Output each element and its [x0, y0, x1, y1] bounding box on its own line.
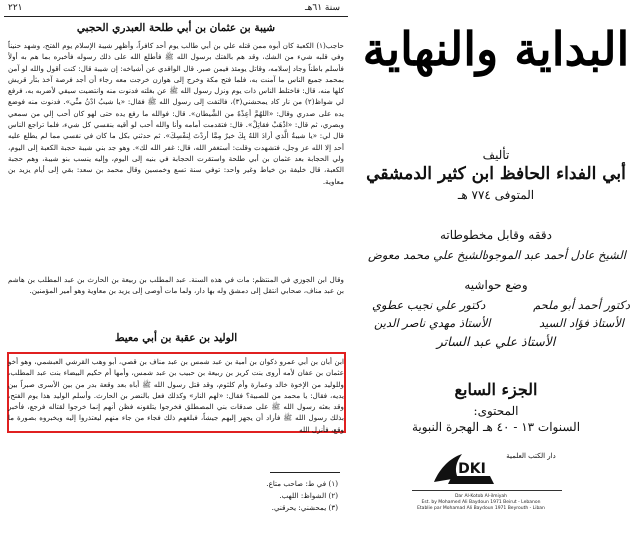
paragraph-abd-al-muttalib: وقال ابن الجوزي في المنتظم: مات في هذه السنة. عبد المطلب بن ربيعة بن الحارث بن عبد المطلب بن هاشم بن عبد مناف، صحابي انتقل إلى دمشق وله بها دار، ولما مات أوصى إلى يزيد بن معاوية وهو أمير المؤمنين.	[8, 275, 344, 296]
publisher-en-1: Dar Al-Kotob Al-ilmiyah	[454, 494, 508, 499]
editor-2: الشيخ علي محمد معوض	[368, 248, 485, 262]
footnote-1: (١) في ط: صاحب متاع.	[266, 479, 338, 488]
publisher-logo	[430, 448, 500, 488]
years-range: السنوات ١٣ - ٤٠ هـ الهجرة النبوية	[411, 420, 581, 434]
editors-row	[362, 248, 632, 266]
annotator-2: دكتور علي نجيب عطوي	[372, 298, 486, 312]
footnote-rule	[270, 472, 340, 473]
heading-shaiba: شيبة بن عثمان بن أبي طلحة العبدري الحجبي	[76, 22, 276, 34]
heading-walid: الوليد بن عقبة بن أبي معيط	[114, 332, 238, 344]
section-label: سنة ٦١هـ	[304, 3, 340, 13]
paragraph-walid: ابن أبان بن أبي عمرو ذكوان بن أمية بن عبد شمس بن عبد مناف بن قصي، أبو وهب القرشي العبشمي، وهو أخو عثمان بن عفان لأمه أروى بنت كريز بن ربيعة بن حبيب بن عبد شمس، وأمها أم حكيم البيضاء بنت عبد المطلب، وللوليد من الإخوة خالد وعمارة وأم كلثوم، وقد قتل رسول الله ﷺ أباه بعد وقعة بدر من بين الأسرى صبراً بين يديه، فقال: يا محمد من للصبية؟ فقال: «لهم النار» وكذلك فعل بالنضر بن الحارث. وأسلم الوليد هذا يوم الفتح، وقد بعثه رسول الله ﷺ على صدقات بني المصطلق فخرجوا يتلقونه فظن أنهم إنما خرجوا لقتاله فرجع، فأخبر بذلك رسول الله ﷺ فأراد أن يجهز إليهم جيشاً، فبلغهم ذلك فجاء من جاء منهم ليعتذروا إليه ويخبروه بصورة ما وقع، فأنزل الله	[8, 357, 344, 434]
publisher-english	[396, 494, 566, 512]
annotator-3: الأستاذ فؤاد السيد	[538, 316, 624, 330]
by-label: تأليف	[482, 148, 510, 162]
annotator-4: الأستاذ مهدي ناصر الدين	[374, 316, 491, 330]
paragraph-shaiba: حاجب(١) الكعبة كان أبوه ممن قتله علي بن أبي طالب يوم أحد كافراً، وأظهر شيبة الإسلام يوم الفتح، وشهد حنيناً وفي قلبه شيء من الشك، وقد هم بالفتك برسول الله ﷺ فأطلع الله على ذلك رسوله فأخبره بما هم به أولاً فأسلم باطناً وجاد إسلامه، وقاتل يومئذ فيمن صبر. قال الواقدي عن أشياخه: إن شيبة قال: كنت أقول والله لو آمن بمحمد جميع الناس ما آمنت به، فلما فتح مكة وخرج إلى هوازن خرجت معه رجاء أن أجد فرصة آخذ بثأر قريش كلها منه، قال: فاختلط الناس ذات يوم ونزل رسول الله ﷺ عن بغلته فدنوت منه وانتضيت سيفي لأضربه به، فرفع لي شواظ(٢) من نار كاد يمحشني(٣)، فالتفت إلى رسول الله ﷺ فقال: «يا شيبُ ادْنُ منِّي». فدنوت منه فوضع يده على صدري وقال: «اللهُمَّ أعِذْهُ من الشَّيطان». قال: فوالله ما رفع يده حتى لهو كان أحب إلي من سمعي وبصري، ثم قال: «اذْهَبْ فقاتِلْ». قال: فتقدمت أمامه وأنا والله أحب لو أقيه بنفسي كل شيء، فلما تراجع الناس قال لي: «يا شيبةُ الَّذي أرادَ اللهُ بِكَ خيرٌ مِمَّا أردْتَ لِنفْسِكَ». ثم حدثني بكل ما كان في نفسي مما لم يطلع عليه أحد إلا الله عز وجل، فتشهدت وقلت: أستغفر الله، قال: غفر الله لك». وهو جد بني شيبة حجبة الكعبة إلى اليوم، ولي الحجابة بعد عثمان بن أبي طلحة واستقرت الحجابة في بنيه إلى اليوم، وإليه ينسب بنو شيبة، وهم حجبة الكعبة، قال خليفة بن خياط وغير واحد: توفي سنة تسع وخمسين وقال محمد بن سعد: بقي إلى أيام يزيد بن معاوية.	[8, 41, 344, 186]
footnote-2: (٢) الشواظ: اللهب.	[279, 491, 338, 500]
running-header	[4, 2, 348, 16]
editor-1: الشيخ عادل أحمد عبد الموجود	[482, 248, 626, 262]
publisher-logo-text: DKI	[458, 461, 486, 477]
annotator-5: الأستاذ علي عبد الساتر	[436, 334, 556, 349]
publisher-rule	[412, 490, 562, 491]
header-rule	[4, 16, 348, 17]
author-death: المتوفى ٧٧٤ هـ	[457, 188, 535, 202]
contains-label: المحتوى:	[473, 404, 519, 418]
annotators-row-2	[362, 316, 632, 334]
book-title: البداية والنهاية	[362, 22, 630, 76]
publisher-en-2: Est. by Mohamed Ali Baydoun 1971 Beirut - Lebanon	[421, 500, 541, 505]
annotations-label: وضع حواشيه	[464, 278, 528, 292]
publisher-en-3: Etablie par Mohamad Ali Baydoun 1971 Beyrouth - Liban	[417, 506, 545, 511]
edited-label: دققه وقابل مخطوطاته	[439, 228, 553, 242]
annotator-1: دكتور أحمد أبو ملحم	[533, 298, 630, 312]
volume-label: الجزء السابع	[454, 380, 538, 399]
author-name: أبي الفداء الحافظ ابن كثير الدمشقي	[366, 164, 626, 184]
title-page	[352, 0, 640, 536]
footnote-3: (٣) يمحشني: يحرقني.	[271, 503, 338, 512]
page-number: ٢٢١	[8, 3, 23, 13]
publisher-arabic: دار الكتب العلمية	[506, 452, 556, 460]
annotators-row-1	[362, 298, 632, 316]
